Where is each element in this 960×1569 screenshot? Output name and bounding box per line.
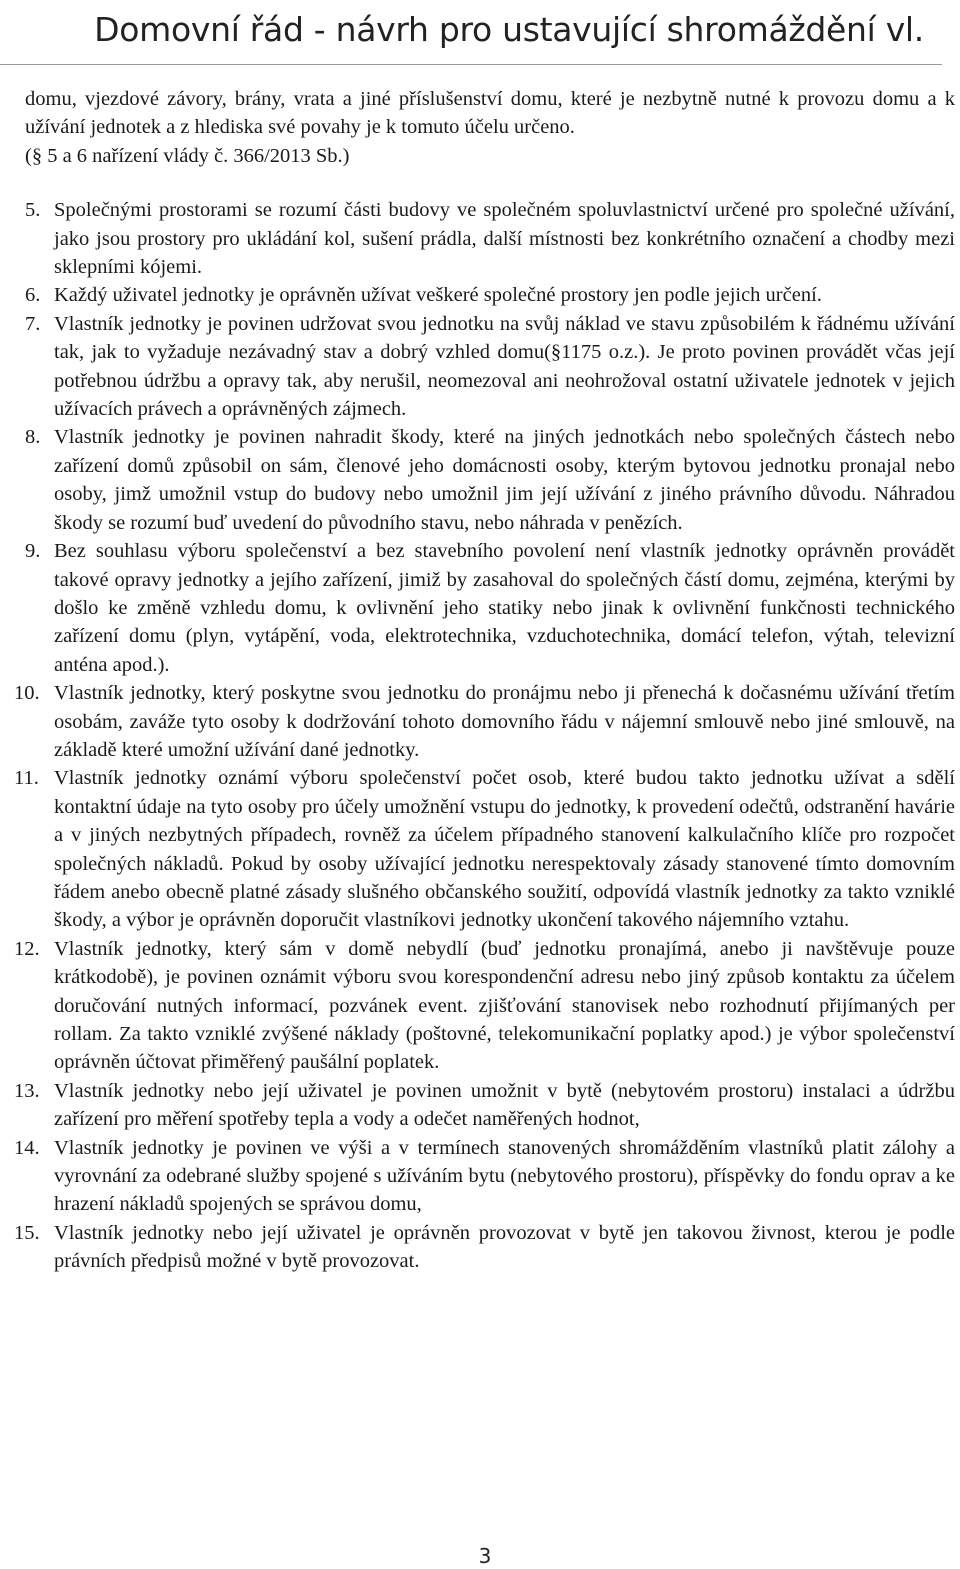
item-number: 13. (14, 1079, 40, 1102)
item-number: 10. (14, 682, 40, 705)
list-item (25, 196, 955, 281)
item-text: Vlastník jednotky, který sám v domě nebydlí (buď jednotku pronajímá, anebo ji navštěvuje pouze krátkodobě), je povinen oznámit výboru svou korespondenční adresu nebo jiný způsob kontaktu za účelem doručování nutných informací, pozvánek event. zjišťování stanovisek nebo rozhodnutí přijímaných per rollam. Za takto vzniklé zvýšené náklady (poštovné, telekomunikační poplatky apod.) je výbor společenství oprávněn účtovat přiměřený paušální poplatek. (54, 937, 955, 1074)
list-item (14, 764, 955, 934)
list-item (14, 1134, 955, 1219)
item-text: Vlastník jednotky nebo její uživatel je oprávněn provozovat v bytě jen takovou živnost, kterou je podle právních předpisů možné v bytě provozovat. (54, 1221, 955, 1273)
item-text: Vlastník jednotky nebo její uživatel je povinen umožnit v bytě (nebytovém prostoru) instalaci a údržbu zařízení pro měření spotřeby tepla a vody a odečet naměřených hodnot, (54, 1079, 955, 1131)
list-item (14, 935, 955, 1077)
item-text: Společnými prostorami se rozumí části budovy ve společném spoluvlastnictví určené pro společné užívání, jako jsou prostory pro ukládání kol, sušení prádla, další místnosti bez konkrétního označení a chodby mezi sklepními kójemi. (54, 199, 955, 279)
item-text: Vlastník jednotky oznámí výboru společenství počet osob, které budou takto jednotku užívat a sdělí kontaktní údaje na tyto osoby pro účely umožnění vstupu do jednotky, k provedení odečtů, odstranění havárie a v jiných nezbytných případech, rovněž za účelem případného stanovení kalkulačního klíče pro rozpočet společných nákladů. Pokud by osoby užívající jednotku nerespektovaly zásady stanovené tímto domovním řádem anebo obecně platné zásady slušného občanského soužití, odpovídá vlastník jednotky za takto vzniklé škody, a výbor je oprávněn doporučit vlastníkovi jednotky ukončení takového nájemního vztahu. (54, 767, 955, 932)
item-number: 11. (14, 767, 39, 790)
header-title: Domovní řád - návrh pro ustavující shromáždění vl. (94, 10, 924, 49)
rules-list (14, 196, 955, 1275)
intro-citation: (§ 5 a 6 nařízení vlády č. 366/2013 Sb.) (25, 144, 350, 167)
intro-text: domu, vjezdové závory, brány, vrata a jiné příslušenství domu, které je nezbytně nutné k provozu domu a k užívání jednotek a z hlediska své povahy je k tomuto účelu určeno. (25, 88, 955, 139)
list-item (25, 310, 955, 424)
list-item (14, 1077, 955, 1134)
item-number: 8. (25, 426, 41, 449)
list-item (25, 281, 955, 309)
item-text: Bez souhlasu výboru společenství a bez stavebního povolení není vlastník jednotky oprávněn provádět takové opravy jednotky a jejího zařízení, jimiž by zasahoval do společných částí domu, zejména, kterými by došlo ke změně vzhledu domu, k ovlivnění jeho statiky nebo jinak k ovlivnění funkčnosti technického zařízení domu (plyn, vytápění, voda, elektrotechnika, vzduchotechnika, domácí telefon, výtah, televizní anténa apod.). (54, 540, 955, 676)
item-text: Každý uživatel jednotky je oprávněn užívat veškeré společné prostory jen podle jejich určení. (54, 284, 822, 307)
item-number: 15. (14, 1221, 40, 1244)
list-item (14, 1219, 955, 1276)
item-text: Vlastník jednotky je povinen nahradit škody, které na jiných jednotkách nebo společných částech nebo zařízení domů způsobil on sám, členové jeho domácnosti osoby, kterým bytovou jednotku pronajal nebo osoby, jimž umožnil vstup do budovy nebo umožnil jim její užívání z jiného právního důvodu. Náhradou škody se rozumí buď uvedení do původního stavu, nebo náhrada v penězích. (54, 426, 955, 534)
document-body (14, 85, 955, 1276)
list-item (25, 537, 955, 679)
page-number: 3 (478, 1544, 492, 1568)
item-text: Vlastník jednotky je povinen ve výši a v termínech stanovených shromážděním vlastníků platit zálohy a vyrovnání za odebrané služby spojené s užíváním bytu (nebytového prostoru), příspěvky do fondu oprav a ke hrazení nákladů spojených se správou domu, (54, 1136, 955, 1216)
page-header (0, 0, 942, 65)
item-number: 14. (14, 1136, 40, 1159)
item-number: 6. (25, 284, 41, 307)
list-item (14, 679, 955, 764)
list-item (25, 423, 955, 537)
item-number: 5. (25, 199, 41, 222)
item-number: 7. (25, 312, 41, 335)
intro-paragraph (25, 85, 955, 170)
item-text: Vlastník jednotky, který poskytne svou jednotku do pronájmu nebo ji přenechá k dočasnému užívání třetím osobám, zaváže tyto osoby k dodržování tohoto domovního řádu v nájemní smlouvě nebo jiné smlouvě, na základě které umožní užívání dané jednotky. (54, 682, 955, 761)
item-text: Vlastník jednotky je povinen udržovat svou jednotku na svůj náklad ve stavu způsobilém k řádnému užívání tak, jak to vyžaduje nezávadný stav a dobrý vzhled domu(§1175 o.z.). Je proto povinen provádět včas její potřebnou údržbu a opravy tak, aby nerušil, neomezoval ani neohrožoval ostatní uživatele jednotek v jejich užívacích právech a oprávněných zájmech. (54, 312, 955, 421)
item-number: 12. (14, 937, 40, 960)
item-number: 9. (25, 540, 41, 563)
